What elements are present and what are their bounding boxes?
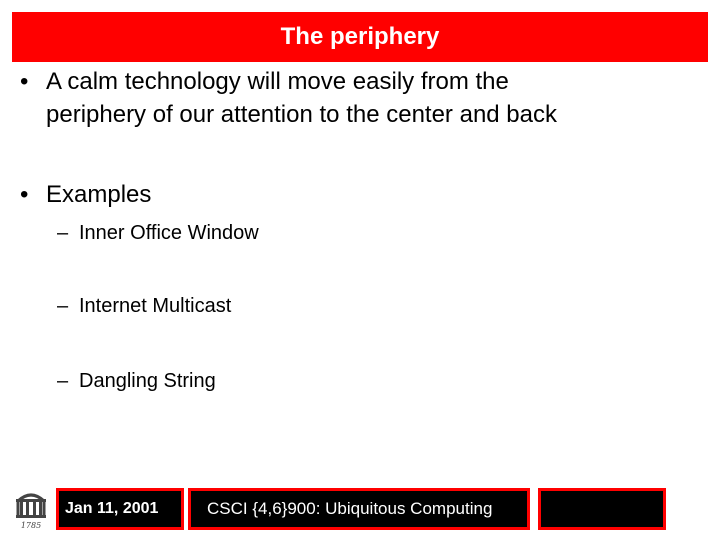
bullet-text-line: periphery of our attention to the center and back bbox=[46, 101, 557, 128]
sub-item-text: Internet Multicast bbox=[79, 295, 232, 317]
footer-course-box bbox=[188, 488, 530, 530]
bullet-marker: • bbox=[20, 181, 29, 208]
sub-item-text: Inner Office Window bbox=[79, 222, 259, 244]
sub-item-marker: – bbox=[57, 370, 69, 392]
sub-item-marker: – bbox=[57, 222, 69, 244]
bullet-marker: • bbox=[20, 68, 29, 95]
slide-title: The periphery bbox=[280, 23, 440, 50]
footer-date-box bbox=[56, 488, 184, 530]
university-arch-logo bbox=[10, 487, 52, 531]
logo-year: 1785 bbox=[20, 521, 42, 530]
bullet-text-line: A calm technology will move easily from the bbox=[46, 68, 509, 95]
footer-date: Jan 11, 2001 bbox=[65, 500, 159, 517]
sub-item-marker: – bbox=[57, 295, 69, 317]
bullet-text-line: Examples bbox=[46, 181, 152, 208]
footer-course: CSCI {4,6}900: Ubiquitous Computing bbox=[207, 499, 493, 518]
slide-title-bar bbox=[12, 12, 708, 62]
footer-empty-box bbox=[538, 488, 666, 530]
sub-item-text: Dangling String bbox=[79, 370, 216, 392]
